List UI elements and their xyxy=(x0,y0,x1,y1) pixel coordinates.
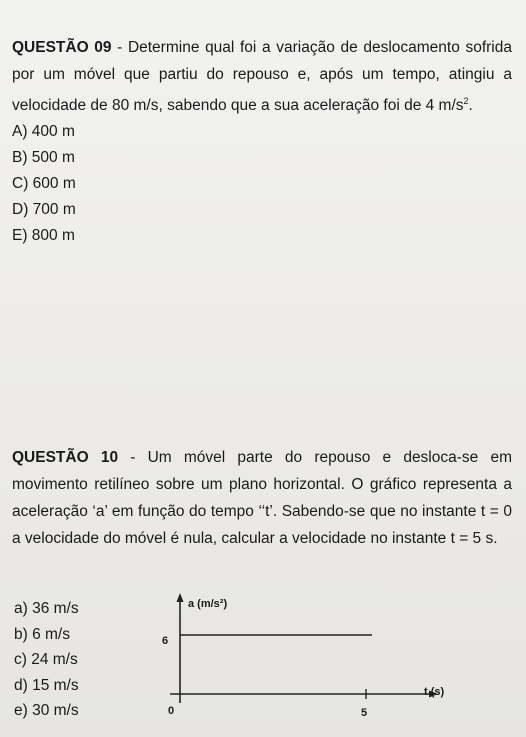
question-09-exponent: 2 xyxy=(463,96,469,106)
question-09-statement xyxy=(12,34,512,119)
option-c: c) 24 m/s xyxy=(14,651,78,668)
question-10-options xyxy=(14,596,79,724)
y-axis-arrow xyxy=(177,593,184,602)
question-10-statement xyxy=(12,444,512,552)
option-a: a) 36 m/s xyxy=(14,600,79,617)
option-a: A) 400 m xyxy=(12,123,75,141)
option-b: B) 500 m xyxy=(12,149,75,167)
option-c: C) 600 m xyxy=(12,175,76,193)
y-axis-label: a (m/s²) xyxy=(188,598,228,610)
question-10-text: - Um móvel parte do repouso e desloca-se em movimento retilíneo sobre um plano horizontal. O gráfico representa a aceleração ‘a’ em função do tempo ‘‘t’. Sabendo-se que no instante t = 0 a velocidade do móvel é nula, calcular a velocidade no instante t = 5 s. xyxy=(12,449,512,547)
question-09-header: QUESTÃO 09 xyxy=(12,39,112,56)
option-e: E) 800 m xyxy=(12,227,75,245)
option-d: D) 700 m xyxy=(12,201,76,219)
option-b: b) 6 m/s xyxy=(14,625,70,643)
origin-label: 0 xyxy=(168,705,175,717)
question-09-period: . xyxy=(468,97,473,115)
y-value-label: 6 xyxy=(162,635,169,647)
option-e: e) 30 m/s xyxy=(14,702,79,719)
question-09 xyxy=(12,34,512,249)
x-axis-label: t (s) xyxy=(424,686,445,698)
question-09-dash: - xyxy=(111,39,128,56)
question-09-text: Determine qual foi a variação de deslocamento sofrida por um móvel que partiu do repouso e, após um tempo, atingiu a velocidade de 80 m/s, sabendo que a sua aceleração foi de 4 m/s xyxy=(12,39,512,115)
x-tick-label: 5 xyxy=(361,707,368,719)
question-09-options xyxy=(12,119,512,249)
question-10-header: QUESTÃO 10 xyxy=(12,449,119,466)
option-d: d) 15 m/s xyxy=(14,676,79,694)
acceleration-time-graph xyxy=(150,585,470,725)
